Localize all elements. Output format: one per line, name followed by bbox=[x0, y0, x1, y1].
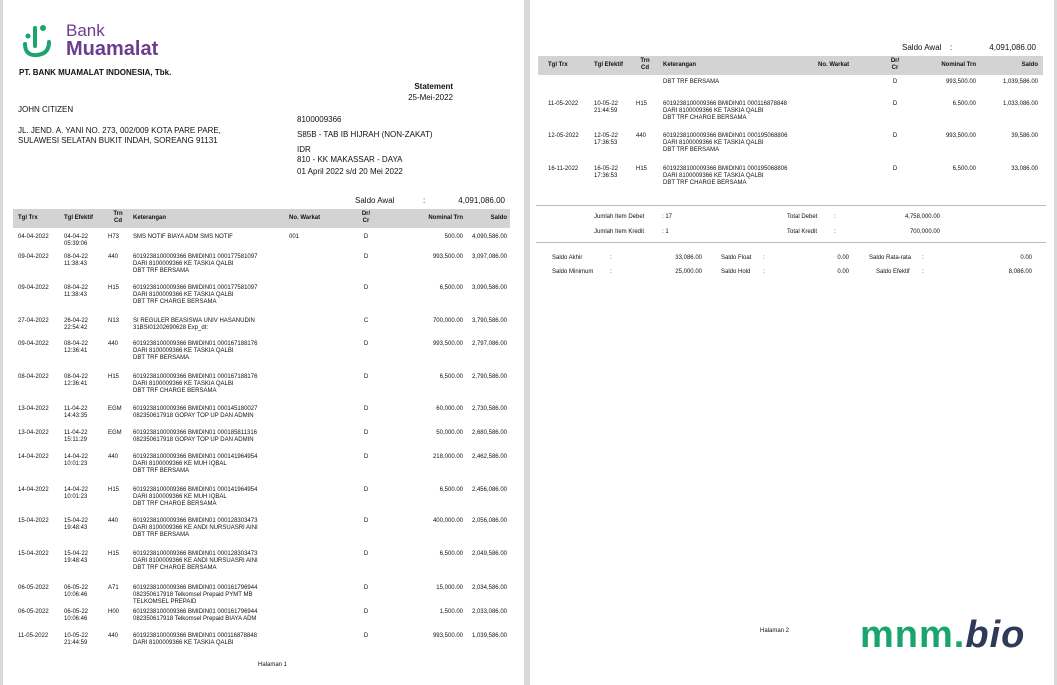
cell-tgl-efektif: 11-04-22 bbox=[64, 406, 88, 412]
col-saldo-p2: Saldo bbox=[1021, 62, 1038, 68]
cell-jam-efektif: 15:11:29 bbox=[64, 437, 87, 443]
cell-nominal: 500.00 bbox=[444, 234, 463, 240]
address-line-2: SULAWESI SELATAN BUKIT INDAH, SOREANG 91131 bbox=[18, 136, 218, 145]
cell-trn-cd: H15 bbox=[108, 551, 120, 557]
logo-text-muamalat: Muamalat bbox=[66, 38, 159, 60]
cell-nominal: 218,000.00 bbox=[432, 454, 463, 460]
cell-keterangan-2: 082350617918 GOPAY TOP UP DAN ADMIN bbox=[133, 437, 254, 443]
company-name: PT. BANK MUAMALAT INDONESIA, Tbk. bbox=[19, 68, 172, 77]
cell-dr-cr: D bbox=[363, 254, 369, 260]
cell-nominal: 993,500.00 bbox=[432, 341, 463, 347]
statement-date: 25-Mei-2022 bbox=[408, 93, 453, 102]
cell-dr-cr: D bbox=[363, 341, 369, 347]
table-row bbox=[13, 254, 510, 284]
cell-dr-cr: D bbox=[363, 374, 369, 380]
cell-saldo: 2,462,586.00 bbox=[471, 454, 507, 460]
cell-jam-efektif: 21:44:59 bbox=[594, 108, 618, 114]
saldo-efektif-label: Saldo Efektif bbox=[876, 269, 910, 275]
cell-saldo: 39,586.00 bbox=[1011, 133, 1038, 139]
cell-tgl-trx: 13-04-2022 bbox=[18, 430, 49, 436]
cell-dr-cr: D bbox=[363, 406, 369, 412]
cell-keterangan-1: 6019238100009366 BMIDIN01 000167188176 bbox=[133, 341, 258, 347]
cell-keterangan-3: DBT TRF CHARGE BERSAMA bbox=[663, 115, 747, 121]
saldo-float-value: 0.00 bbox=[837, 255, 849, 261]
total-kredit-sep: : bbox=[834, 229, 836, 235]
cell-tgl-trx: 12-05-2022 bbox=[548, 133, 579, 139]
cell-tgl-trx: 09-04-2022 bbox=[18, 285, 49, 291]
saldo-awal-label: Saldo Awal bbox=[355, 196, 395, 205]
watermark-logo: mnm.bio bbox=[860, 614, 1026, 656]
cell-nominal: 60,000.00 bbox=[436, 406, 463, 412]
saldo-awal-label-p2: Saldo Awal bbox=[902, 43, 942, 52]
cell-keterangan-3: DBT TRF BERSAMA bbox=[663, 147, 720, 153]
cell-tgl-efektif: 06-05-22 bbox=[64, 609, 89, 615]
total-debet-value: 4,758,000.00 bbox=[904, 214, 940, 220]
cell-tgl-trx: 14-04-2022 bbox=[18, 454, 49, 460]
cell-keterangan-1: DBT TRF BERSAMA bbox=[663, 79, 720, 85]
saldo-efektif-sep: : bbox=[922, 269, 924, 275]
cell-dr-cr: D bbox=[892, 101, 898, 107]
cell-saldo: 2,456,086.00 bbox=[471, 487, 507, 493]
cell-tgl-efektif: 11-04-22 bbox=[64, 430, 88, 436]
page-number-2: Halaman 2 bbox=[760, 628, 790, 634]
cell-tgl-trx: 16-11-2022 bbox=[548, 166, 579, 172]
total-kredit-value: 700,000.00 bbox=[909, 229, 940, 235]
cell-tgl-efektif: 15-04-22 bbox=[64, 551, 89, 557]
customer-name: JOHN CITIZEN bbox=[18, 105, 74, 114]
cell-tgl-trx: 27-04-2022 bbox=[18, 318, 49, 324]
cell-dr-cr: D bbox=[363, 430, 369, 436]
saldo-rata-label: Saldo Rata-rata bbox=[869, 255, 912, 261]
cell-keterangan-1: 6019238100009366 BMIDIN01 000128303473 bbox=[133, 551, 258, 557]
col-tgl-trx: Tgl Trx bbox=[18, 215, 38, 221]
jumlah-kredit-value: : 1 bbox=[662, 229, 669, 235]
cell-nominal: 993,500.00 bbox=[432, 254, 463, 260]
col-trn-cd-p2: Trn Cd bbox=[640, 58, 650, 71]
cell-tgl-efektif: 14-04-22 bbox=[64, 454, 89, 460]
cell-keterangan-1: 6019238100009366 BMIDIN01 000128303473 bbox=[133, 518, 258, 524]
cell-jam-efektif: 10:06:46 bbox=[64, 592, 88, 598]
cell-keterangan-3: DBT TRF CHARGE BERSAMA bbox=[133, 388, 217, 394]
cell-keterangan-2: DARI 8100009366 KE ANDI NURSUASRI AINI bbox=[133, 525, 258, 531]
cell-tgl-trx: 15-04-2022 bbox=[18, 518, 49, 524]
cell-jam-efektif: 22:54:42 bbox=[64, 325, 88, 331]
cell-keterangan-1: 6019238100009366 BMIDIN01 000195068806 bbox=[663, 166, 788, 172]
cell-nominal: 6,500.00 bbox=[952, 166, 976, 172]
cell-keterangan-2: DARI 8100009366 KE TASKIA QALBI bbox=[133, 640, 234, 646]
cell-nominal: 6,500.00 bbox=[439, 487, 463, 493]
account-branch: 810 - KK MAKASSAR - DAYA bbox=[297, 155, 403, 164]
customer-address bbox=[18, 126, 288, 146]
col-keterangan-p2: Keterangan bbox=[663, 62, 697, 68]
cell-trn-cd: EGM bbox=[108, 430, 122, 436]
cell-keterangan-2: DARI 8100009366 KE MUH IQBAL bbox=[133, 461, 227, 467]
saldo-hold-label: Saldo Hold bbox=[721, 269, 751, 275]
cell-dr-cr: D bbox=[363, 551, 369, 557]
cell-dr-cr: D bbox=[363, 454, 369, 460]
cell-keterangan-3: DBT TRF CHARGE BERSAMA bbox=[133, 565, 217, 571]
cell-saldo: 3,090,586.00 bbox=[471, 285, 507, 291]
col-tgl-efektif: Tgl Efektif bbox=[64, 215, 94, 221]
cell-tgl-trx: 08-04-2022 bbox=[18, 374, 49, 380]
cell-tgl-efektif: 06-05-22 bbox=[64, 585, 89, 591]
col-dr-cr-p2: Dr/ Cr bbox=[890, 58, 900, 71]
cell-keterangan-1: 6019238100009366 BMIDIN01 000141964954 bbox=[133, 487, 258, 493]
saldo-minimum-sep: : bbox=[610, 269, 612, 275]
cell-keterangan-2: DARI 8100009366 KE MUH IQBAL bbox=[133, 494, 227, 500]
statement-page-1 bbox=[3, 0, 524, 685]
cell-trn-cd: 440 bbox=[108, 254, 119, 260]
cell-nominal: 6,500.00 bbox=[439, 551, 463, 557]
cell-tgl-efektif: 08-04-22 bbox=[64, 374, 89, 380]
cell-jam-efektif: 17:36:53 bbox=[594, 140, 618, 146]
cell-keterangan-1: 6019238100009366 BMIDIN01 000177581097 bbox=[133, 285, 258, 291]
saldo-hold-sep: : bbox=[763, 269, 765, 275]
cell-nominal: 700,000.00 bbox=[432, 318, 463, 324]
cell-keterangan-2: DARI 8100009366 KE TASKIA QALBI bbox=[133, 381, 234, 387]
cell-trn-cd: H15 bbox=[636, 166, 648, 172]
logo-text-bank: Bank bbox=[66, 21, 105, 40]
cell-jam-efektif: 10:06:46 bbox=[64, 616, 88, 622]
col-no-warkat-p2: No. Warkat bbox=[818, 62, 850, 68]
cell-dr-cr: C bbox=[363, 318, 369, 324]
cell-keterangan-2: 082350617918 GOPAY TOP UP DAN ADMIN bbox=[133, 413, 254, 419]
cell-keterangan-1: 6019238100009366 BMIDIN01 000177581097 bbox=[133, 254, 258, 260]
cell-dr-cr: D bbox=[363, 609, 369, 615]
cell-trn-cd: EGM bbox=[108, 406, 122, 412]
cell-keterangan-2: DARI 8100009366 KE TASKIA QALBI bbox=[663, 140, 764, 146]
total-debet-label: Total Debet bbox=[787, 214, 818, 220]
cell-tgl-trx: 13-04-2022 bbox=[18, 406, 49, 412]
jumlah-debet-value: : 17 bbox=[662, 214, 673, 220]
col-keterangan: Keterangan bbox=[133, 215, 167, 221]
cell-tgl-efektif: 10-05-22 bbox=[594, 101, 619, 107]
saldo-float-sep: : bbox=[763, 255, 765, 261]
cell-nominal: 6,500.00 bbox=[439, 285, 463, 291]
cell-trn-cd: 440 bbox=[108, 454, 119, 460]
jumlah-debet-label: Jumlah Item Debet bbox=[594, 214, 645, 220]
cell-keterangan-2: DARI 8100009366 KE TASKIA QALBI bbox=[663, 173, 764, 179]
cell-keterangan-2: DARI 8100009366 KE TASKIA QALBI bbox=[133, 292, 234, 298]
cell-trn-cd: H15 bbox=[636, 101, 648, 107]
cell-saldo: 1,033,086.00 bbox=[1002, 101, 1038, 107]
page-number-1: Halaman 1 bbox=[258, 662, 288, 668]
total-kredit-label: Total Kredit bbox=[787, 229, 818, 235]
cell-keterangan-1: 6019238100009366 BMIDIN01 000167188176 bbox=[133, 374, 258, 380]
saldo-rata-sep: : bbox=[922, 255, 924, 261]
divider-bottom bbox=[536, 242, 1046, 243]
address-line-1: JL. JEND. A. YANI NO. 273, 002/009 KOTA PARE PARE, bbox=[18, 126, 221, 135]
cell-nominal: 50,000.00 bbox=[436, 430, 463, 436]
cell-keterangan-2: 082350617918 Telkomsel Prepaid PYMT MB bbox=[133, 592, 253, 598]
table-row bbox=[538, 166, 1043, 196]
cell-keterangan-1: 6019238100009366 BMIDIN01 000141964954 bbox=[133, 454, 258, 460]
cell-tgl-efektif: 26-04-22 bbox=[64, 318, 89, 324]
col-nominal: Nominal Trn bbox=[428, 215, 463, 221]
bank-logo-icon bbox=[19, 22, 55, 58]
table-row bbox=[13, 285, 510, 315]
statement-title: Statement bbox=[414, 82, 453, 91]
table-row bbox=[13, 633, 510, 663]
cell-keterangan-3: DBT TRF BERSAMA bbox=[133, 468, 190, 474]
cell-tgl-trx: 14-04-2022 bbox=[18, 487, 49, 493]
cell-saldo: 2,797,086.00 bbox=[471, 341, 507, 347]
saldo-minimum-label: Saldo Minimum bbox=[552, 269, 594, 275]
cell-keterangan-1: 6019238100009366 BMIDIN01 000145180027 bbox=[133, 406, 258, 412]
cell-dr-cr: D bbox=[892, 166, 898, 172]
cell-keterangan-3: DBT TRF BERSAMA bbox=[133, 532, 190, 538]
table-row bbox=[13, 341, 510, 371]
col-nominal-p2: Nominal Trn bbox=[941, 62, 976, 68]
cell-dr-cr: D bbox=[892, 133, 898, 139]
saldo-rata-value: 0.00 bbox=[1020, 255, 1032, 261]
cell-keterangan-3: DBT TRF CHARGE BERSAMA bbox=[133, 501, 217, 507]
cell-keterangan-2: DARI 8100009366 KE TASKIA QALBI bbox=[133, 348, 234, 354]
cell-saldo: 2,056,086.00 bbox=[471, 518, 507, 524]
cell-keterangan-1: SI REGULER BEASISWA UNIV HASANUDIN bbox=[133, 318, 255, 324]
cell-tgl-efektif: 15-04-22 bbox=[64, 518, 89, 524]
account-product: S85B - TAB IB HIJRAH (NON-ZAKAT) bbox=[297, 130, 433, 139]
col-dr-cr: Dr/ Cr bbox=[361, 211, 371, 224]
cell-saldo: 3,097,086.00 bbox=[471, 254, 507, 260]
cell-nominal: 6,500.00 bbox=[952, 101, 976, 107]
cell-jam-efektif: 12:36:41 bbox=[64, 381, 88, 387]
cell-jam-efektif: 17:36:53 bbox=[594, 173, 618, 179]
cell-tgl-efektif: 16-05-22 bbox=[594, 166, 619, 172]
table-row bbox=[13, 487, 510, 517]
col-tgl-efektif-p2: Tgl Efektif bbox=[594, 62, 624, 68]
cell-keterangan-2: 31BSI01202690628 Exp_dt: bbox=[133, 325, 209, 331]
saldo-minimum-value: 25,000.00 bbox=[675, 269, 702, 275]
statement-page-2 bbox=[530, 0, 1054, 685]
total-debet-sep: : bbox=[834, 214, 836, 220]
saldo-awal-sep: : bbox=[423, 196, 426, 205]
cell-jam-efektif: 11:38:43 bbox=[64, 292, 87, 298]
cell-tgl-efektif: 10-05-22 bbox=[64, 633, 89, 639]
cell-keterangan-1: 6019238100009366 BMIDIN01 000116878848 bbox=[133, 633, 257, 639]
cell-jam-efektif: 14:43:35 bbox=[64, 413, 88, 419]
cell-trn-cd: N13 bbox=[108, 318, 120, 324]
cell-tgl-efektif: 08-04-22 bbox=[64, 254, 89, 260]
cell-tgl-trx: 15-04-2022 bbox=[18, 551, 49, 557]
col-trn-cd: Trn Cd bbox=[113, 211, 123, 224]
col-tgl-trx-p2: Tgl Trx bbox=[548, 62, 568, 68]
saldo-float-label: Saldo Float bbox=[721, 255, 752, 261]
cell-saldo: 2,680,586.00 bbox=[471, 430, 507, 436]
cell-keterangan-2: DARI 8100009366 KE TASKIA QALBI bbox=[663, 108, 764, 114]
table-row bbox=[13, 454, 510, 484]
cell-tgl-efektif: 08-04-22 bbox=[64, 285, 89, 291]
table-row bbox=[13, 518, 510, 548]
table-header bbox=[13, 209, 510, 228]
cell-saldo: 4,090,586.00 bbox=[471, 234, 507, 240]
cell-dr-cr: D bbox=[363, 633, 369, 639]
saldo-efektif-value: 8,086.00 bbox=[1008, 269, 1032, 275]
cell-keterangan-1: 6019238100009366 BMIDIN01 000116878848 bbox=[663, 101, 787, 107]
cell-trn-cd: H73 bbox=[108, 234, 120, 240]
cell-trn-cd: H00 bbox=[108, 609, 120, 615]
cell-nominal: 993,500.00 bbox=[945, 79, 976, 85]
cell-keterangan-1: SMS NOTIF BIAYA ADM SMS NOTIF bbox=[133, 234, 233, 240]
cell-trn-cd: H15 bbox=[108, 374, 120, 380]
cell-saldo: 2,730,586.00 bbox=[471, 406, 507, 412]
jumlah-kredit-label: Jumlah Item Kredit bbox=[594, 229, 645, 235]
cell-tgl-trx: 06-05-2022 bbox=[18, 585, 49, 591]
saldo-awal-sep-p2: : bbox=[950, 43, 953, 52]
cell-trn-cd: A71 bbox=[108, 585, 119, 591]
cell-nominal: 6,500.00 bbox=[439, 374, 463, 380]
cell-jam-efektif: 21:44:59 bbox=[64, 640, 88, 646]
cell-keterangan-3: DBT TRF CHARGE BERSAMA bbox=[133, 299, 217, 305]
saldo-akhir-value: 33,086.00 bbox=[675, 255, 702, 261]
table-header-p2 bbox=[538, 56, 1043, 75]
col-no-warkat: No. Warkat bbox=[289, 215, 321, 221]
cell-keterangan-2: 082350617918 Telkomsel Prepaid BIAYA ADM bbox=[133, 616, 257, 622]
cell-tgl-trx: 11-05-2022 bbox=[548, 101, 579, 107]
cell-dr-cr: D bbox=[363, 487, 369, 493]
cell-trn-cd: H15 bbox=[108, 285, 120, 291]
statement-period: 01 April 2022 s/d 20 Mei 2022 bbox=[297, 167, 403, 176]
saldo-awal-value-p2: 4,091,086.00 bbox=[989, 43, 1036, 52]
cell-tgl-trx: 09-04-2022 bbox=[18, 341, 49, 347]
table-row bbox=[13, 551, 510, 581]
cell-tgl-efektif: 12-05-22 bbox=[594, 133, 619, 139]
cell-dr-cr: D bbox=[363, 234, 369, 240]
cell-trn-cd: H15 bbox=[108, 487, 120, 493]
account-number: 8100009366 bbox=[297, 115, 342, 124]
cell-keterangan-2: DARI 8100009366 KE TASKIA QALBI bbox=[133, 261, 234, 267]
saldo-akhir-label: Saldo Akhir bbox=[552, 255, 583, 261]
cell-nominal: 400,000.00 bbox=[432, 518, 463, 524]
cell-keterangan-3: DBT TRF BERSAMA bbox=[133, 355, 190, 361]
cell-nominal: 993,500.00 bbox=[432, 633, 463, 639]
cell-jam-efektif: 11:38:43 bbox=[64, 261, 87, 267]
cell-tgl-efektif: 04-04-22 bbox=[64, 234, 89, 240]
table-row bbox=[13, 374, 510, 404]
cell-jam-efektif: 10:01:23 bbox=[64, 461, 88, 467]
cell-tgl-trx: 06-05-2022 bbox=[18, 609, 49, 615]
cell-jam-efektif: 05:39:06 bbox=[64, 241, 88, 247]
cell-tgl-efektif: 14-04-22 bbox=[64, 487, 89, 493]
cell-nominal: 15,000.00 bbox=[436, 585, 463, 591]
cell-no-warkat: 001 bbox=[289, 234, 300, 240]
cell-jam-efektif: 10:01:23 bbox=[64, 494, 88, 500]
cell-keterangan-1: 6019238100009366 BMIDIN01 000195068806 bbox=[663, 133, 788, 139]
cell-keterangan-3: TELKOMSEL PREPAID bbox=[133, 599, 197, 605]
cell-tgl-efektif: 08-04-22 bbox=[64, 341, 89, 347]
cell-jam-efektif: 19:48:43 bbox=[64, 525, 88, 531]
saldo-awal-value: 4,091,086.00 bbox=[458, 196, 505, 205]
col-saldo: Saldo bbox=[490, 215, 507, 221]
cell-trn-cd: 440 bbox=[108, 518, 119, 524]
cell-nominal: 1,500.00 bbox=[439, 609, 463, 615]
cell-keterangan-1: 6019238100009366 BMIDIN01 000161796944 bbox=[133, 609, 258, 615]
bank-logo bbox=[19, 8, 169, 66]
cell-trn-cd: 440 bbox=[108, 633, 119, 639]
cell-jam-efektif: 19:48:43 bbox=[64, 558, 88, 564]
cell-saldo: 1,039,586.00 bbox=[1002, 79, 1038, 85]
cell-saldo: 33,086.00 bbox=[1011, 166, 1038, 172]
cell-trn-cd: 440 bbox=[636, 133, 647, 139]
table-row bbox=[538, 133, 1043, 163]
cell-keterangan-3: DBT TRF BERSAMA bbox=[133, 268, 190, 274]
cell-tgl-trx: 04-04-2022 bbox=[18, 234, 49, 240]
cell-dr-cr: D bbox=[363, 285, 369, 291]
cell-keterangan-3: DBT TRF CHARGE BERSAMA bbox=[663, 180, 747, 186]
cell-saldo: 3,790,586.00 bbox=[471, 318, 507, 324]
cell-saldo: 2,790,586.00 bbox=[471, 374, 507, 380]
cell-tgl-trx: 11-05-2022 bbox=[18, 633, 49, 639]
cell-trn-cd: 440 bbox=[108, 341, 119, 347]
account-currency: IDR bbox=[297, 145, 311, 154]
saldo-akhir-sep: : bbox=[610, 255, 612, 261]
cell-keterangan-2: DARI 8100009366 KE ANDI NURSUASRI AINI bbox=[133, 558, 258, 564]
cell-saldo: 2,049,586.00 bbox=[471, 551, 507, 557]
divider-top bbox=[536, 205, 1046, 206]
cell-saldo: 2,034,586.00 bbox=[471, 585, 507, 591]
saldo-hold-value: 0.00 bbox=[837, 269, 849, 275]
cell-keterangan-1: 6019238100009366 BMIDIN01 000185811316 bbox=[133, 430, 257, 436]
cell-saldo: 2,033,086.00 bbox=[471, 609, 507, 615]
cell-tgl-trx: 09-04-2022 bbox=[18, 254, 49, 260]
cell-dr-cr: D bbox=[363, 518, 369, 524]
cell-nominal: 993,500.00 bbox=[945, 133, 976, 139]
cell-saldo: 1,039,586.00 bbox=[471, 633, 507, 639]
table-row bbox=[538, 101, 1043, 131]
cell-dr-cr: D bbox=[892, 79, 898, 85]
cell-keterangan-1: 6019238100009366 BMIDIN01 000161796944 bbox=[133, 585, 258, 591]
cell-dr-cr: D bbox=[363, 585, 369, 591]
cell-jam-efektif: 12:36:41 bbox=[64, 348, 88, 354]
